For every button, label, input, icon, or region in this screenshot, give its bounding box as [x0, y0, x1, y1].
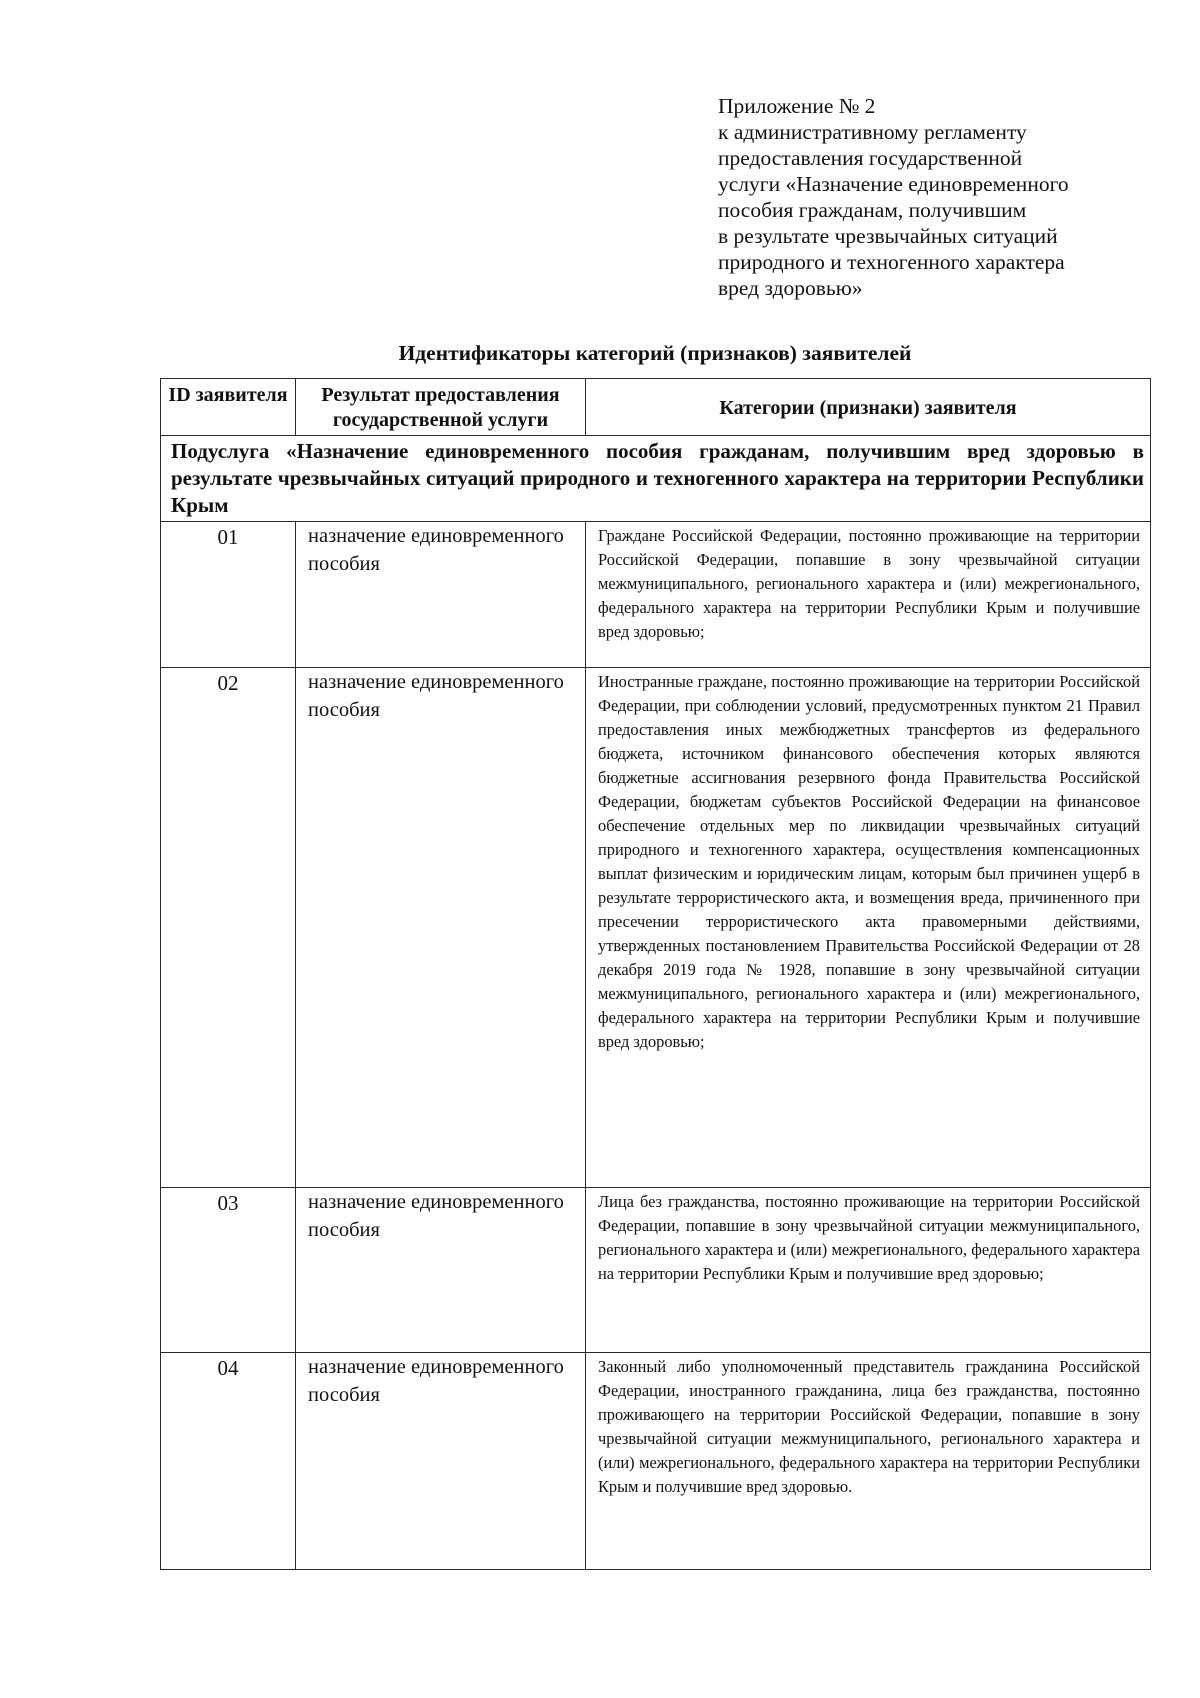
- applicant-category: Лица без гражданства, постоянно проживающие на территории Российской Федерации, попавшие в зону чрезвычайной ситуации межмуниципального, регионального характера и (или) межрегионального, федерального характера на территории Республики Крым и получившие вред здоровью;: [586, 1188, 1151, 1353]
- service-result: назначение единовременного пособия: [296, 668, 586, 1188]
- appendix-header: [718, 93, 1158, 301]
- applicant-id: 01: [161, 522, 296, 668]
- applicant-identifiers-table: [160, 378, 1151, 1570]
- appendix-line: услуги «Назначение единовременного: [718, 172, 1069, 196]
- appendix-line: вред здоровью»: [718, 276, 863, 300]
- applicant-id: 04: [161, 1353, 296, 1570]
- appendix-line: в результате чрезвычайных ситуаций: [718, 224, 1058, 248]
- appendix-line: к административному регламенту: [718, 120, 1027, 144]
- service-result: назначение единовременного пособия: [296, 1353, 586, 1570]
- table-row: [161, 522, 1151, 668]
- header-categories: Категории (признаки) заявителя: [586, 379, 1151, 436]
- table-row: [161, 1188, 1151, 1353]
- document-title: Идентификаторы категорий (признаков) заявителей: [398, 341, 912, 365]
- subservice-title: Подуслуга «Назначение единовременного пособия гражданам, получившим вред здоровью в результате чрезвычайных ситуаций природного и техногенного характера на территории Республики Крым: [161, 436, 1151, 522]
- applicant-category: Граждане Российской Федерации, постоянно проживающие на территории Российской Федерации, попавшие в зону чрезвычайной ситуации межмуниципального, регионального характера и (или) межрегионального, федерального характера на территории Республики Крым и получившие вред здоровью;: [586, 522, 1151, 668]
- appendix-line: предоставления государственной: [718, 146, 1023, 170]
- table-row: [161, 1353, 1151, 1570]
- applicant-id: 03: [161, 1188, 296, 1353]
- table-row: [161, 668, 1151, 1188]
- service-result: назначение единовременного пособия: [296, 1188, 586, 1353]
- applicant-category: Законный либо уполномоченный представитель гражданина Российской Федерации, иностранного гражданина, лица без гражданства, постоянно проживающего на территории Российской Федерации, попавшие в зону чрезвычайной ситуации межмуниципального, регионального характера и (или) межрегионального, федерального характера на территории Республики Крым и получившие вред здоровью.: [586, 1353, 1151, 1570]
- appendix-line: природного и техногенного характера: [718, 250, 1065, 274]
- header-result: Результат предоставления государственной услуги: [296, 379, 586, 436]
- service-result: назначение единовременного пособия: [296, 522, 586, 668]
- appendix-line: Приложение № 2: [718, 94, 876, 118]
- header-id: ID заявителя: [161, 379, 296, 436]
- applicant-id: 02: [161, 668, 296, 1188]
- subservice-row: [161, 436, 1151, 522]
- appendix-line: пособия гражданам, получившим: [718, 198, 1027, 222]
- table-header-row: [161, 379, 1151, 436]
- applicant-category: Иностранные граждане, постоянно проживающие на территории Российской Федерации, при соблюдении условий, предусмотренных пунктом 21 Правил предоставления иных межбюджетных трансфертов из федерального бюджета, источником финансового обеспечения которых являются бюджетные ассигнования резервного фонда Правительства Российской Федерации, бюджетам субъектов Российской Федерации на финансовое обеспечение отдельных мер по ликвидации чрезвычайных ситуаций природного и техногенного характера, осуществления компенсационных выплат физическим и юридическим лицам, которым был причинен ущерб в результате террористического акта, и возмещения вреда, причиненного при пресечении террористического акта правомерными действиями, утвержденных постановлением Правительства Российской Федерации от 28 декабря 2019 года № 1928, попавшие в зону чрезвычайной ситуации межмуниципального, регионального характера и (или) межрегионального, федерального характера на территории Республики Крым и получившие вред здоровью;: [586, 668, 1151, 1188]
